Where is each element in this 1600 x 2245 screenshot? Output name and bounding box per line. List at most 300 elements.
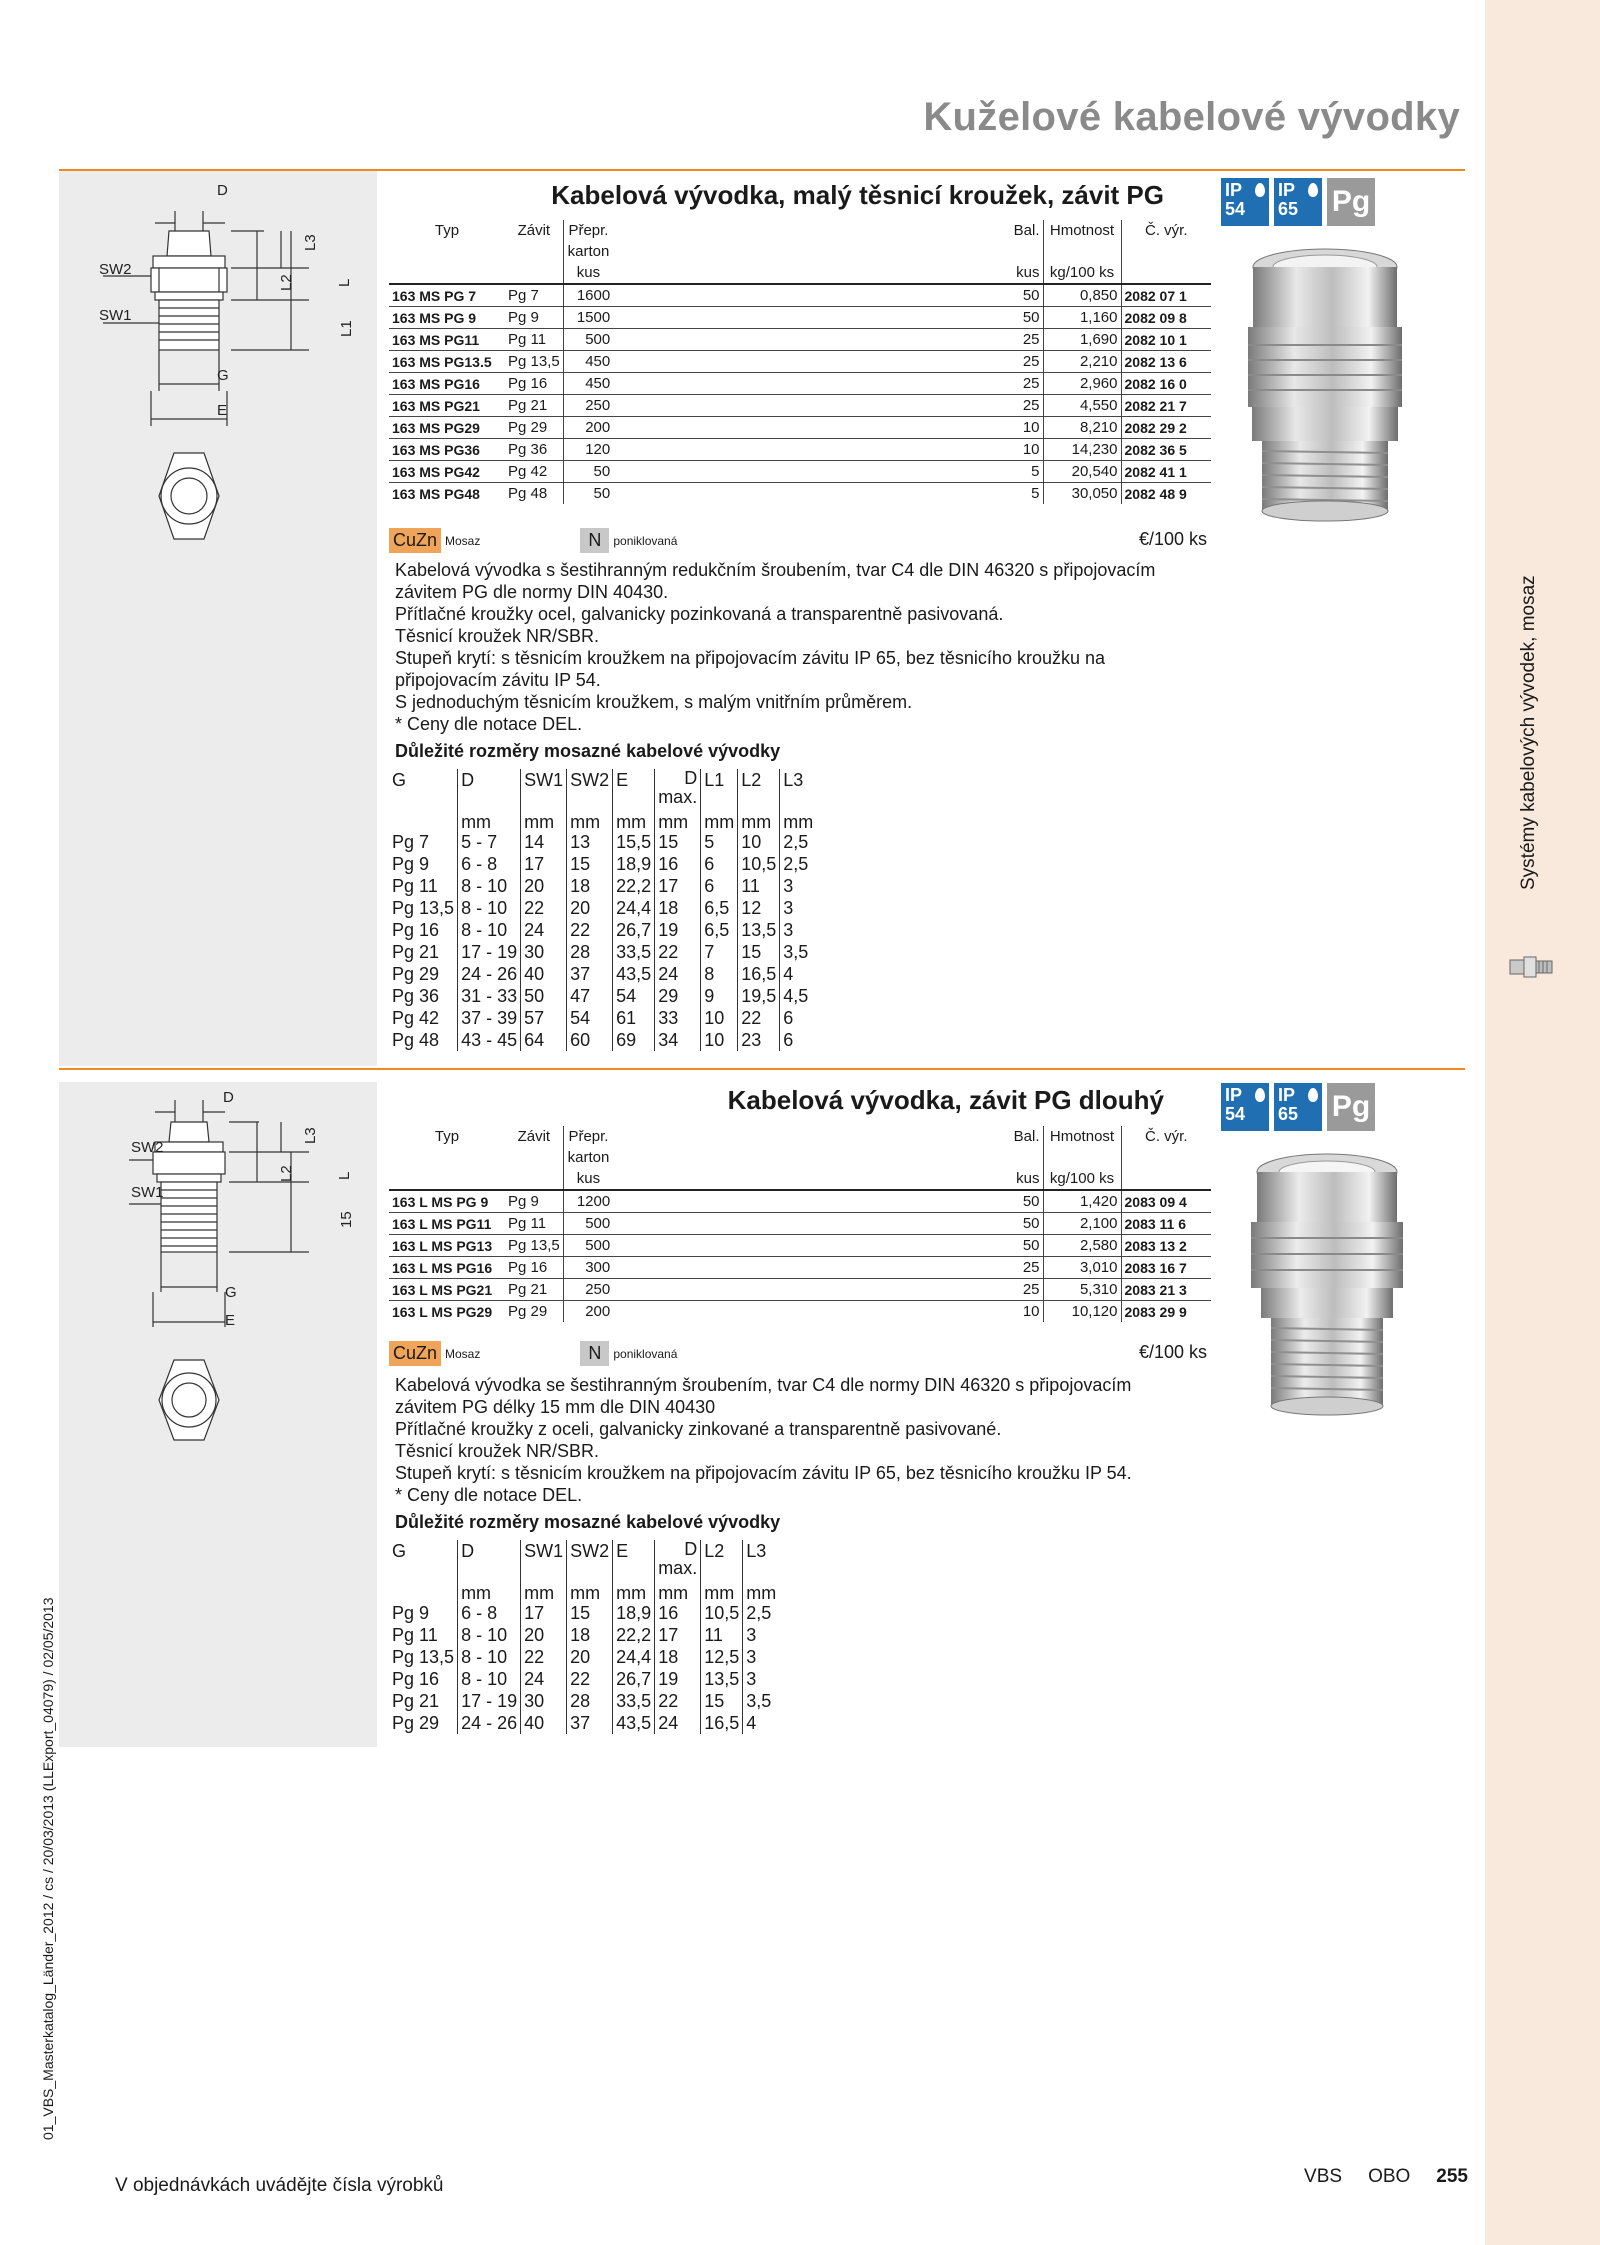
dims-cell: Pg 7 [392,832,430,852]
water-drop-icon [1255,1088,1265,1102]
dims-cell: 33,5 [613,1690,655,1712]
dims-cell: 18 [567,1624,613,1646]
dims-row [389,897,816,919]
dims-cell: 43 - 45 [458,1029,521,1051]
dims-cell: Pg 42 [392,1008,440,1028]
dims-cell: 5 [701,831,738,853]
table-row [389,284,1211,307]
dims-unit: mm [701,813,738,831]
carton-qty: 120 [563,439,613,461]
weight: 1,420 [1043,1190,1121,1213]
dims-unit: mm [613,1584,655,1602]
dims-cell: Pg 48 [392,1030,440,1050]
spacer [613,1279,985,1301]
footer-brand [1304,2166,1468,2188]
dims-row [389,919,816,941]
item-number: 2082 36 5 [1121,439,1211,461]
carton-qty: 450 [563,373,613,395]
table-row [389,307,1211,329]
spacer [613,1190,985,1213]
unit-prepr: kus [563,262,613,284]
dims-cell: 17 [655,875,701,897]
dims-cell: 13,5 [738,919,780,941]
dim-label-sw1: SW1 [131,1184,164,1201]
material-name: Mosaz [445,533,481,548]
dims-col-header: D [458,769,521,813]
side-label: Systémy kabelových vývodek, mosaz [1518,575,1539,890]
dims-col-header: G [392,1541,407,1561]
weight: 0,850 [1043,284,1121,307]
item-number: 2082 09 8 [1121,307,1211,329]
thread: Pg 48 [505,483,563,505]
pack-qty: 50 [985,1190,1043,1213]
technical-drawing [59,1082,377,1442]
spacer [613,1235,985,1257]
dims-cell: 3 [743,1624,780,1646]
carton-qty: 500 [563,329,613,351]
description-line: Stupeň krytí: s těsnicím kroužkem na připojovacím závitu IP 65, bez těsnicího kroužku na [395,648,1105,668]
section2-dims-table [389,1540,779,1734]
dim-label-l2: L2 [278,1165,295,1182]
dims-cell: 9 [701,985,738,1007]
dim-label-l3: L3 [302,234,319,251]
carton-qty: 500 [563,1235,613,1257]
section2-description [395,1374,1132,1506]
dims-cell: 14 [521,831,567,853]
dims-unit [389,813,458,831]
dims-row [389,985,816,1007]
dims-unit: mm [521,813,567,831]
item-number: 2083 13 2 [1121,1235,1211,1257]
section1-dims-table [389,769,816,1051]
unit-hmot: kg/100 ks [1043,1168,1121,1190]
dims-cell: 2,5 [743,1602,780,1624]
dims-header-row [389,1540,779,1584]
dims-cell: 37 [567,963,613,985]
thread: Pg 29 [505,1301,563,1323]
unit-bal: kus [1016,1170,1040,1187]
dims-cell: 6,5 [701,919,738,941]
dims-unit: mm [613,813,655,831]
dims-cell: 8 [701,963,738,985]
dims-cell: 10,5 [701,1602,743,1624]
col-cvyr: Č. výr. [1121,220,1211,262]
dims-row [389,1007,816,1029]
description-line: Stupeň krytí: s těsnicím kroužkem na připojovacím závitu IP 65, bez těsnicího kroužku IP 54. [395,1463,1132,1483]
dims-cell: 40 [521,963,567,985]
table-row [389,483,1211,505]
dims-cell: 6 - 8 [458,853,521,875]
pack-qty: 25 [985,351,1043,373]
product-type: 163 L MS PG16 [389,1257,505,1279]
dims-unit: mm [458,813,521,831]
product-type: 163 L MS PG29 [389,1301,505,1323]
dims-cell: Pg 29 [392,1713,440,1733]
dims-cell: 3,5 [743,1690,780,1712]
dims-unit: mm [458,1584,521,1602]
dims-cell: 28 [567,941,613,963]
item-number: 2083 16 7 [1121,1257,1211,1279]
weight: 30,050 [1043,483,1121,505]
dims-cell: 24 [521,919,567,941]
dims-cell: 20 [521,1624,567,1646]
weight: 10,120 [1043,1301,1121,1323]
dims-cell: 57 [521,1007,567,1029]
thread: Pg 13,5 [505,351,563,373]
table-row [389,1235,1211,1257]
dims-cell: 31 - 33 [458,985,521,1007]
finish-code: N [580,1341,609,1366]
dims-cell: 10 [738,831,780,853]
dims-cell: 6 [780,1029,817,1051]
product-type: 163 MS PG16 [389,373,505,395]
pack-qty: 25 [985,373,1043,395]
dims-col-header: D [458,1540,521,1584]
dims-cell: 24 [521,1668,567,1690]
carton-qty: 1200 [563,1190,613,1213]
dims-cell: Pg 9 [392,854,430,874]
dims-col-header: D max. [655,769,701,813]
table-row [389,373,1211,395]
spacer [613,329,985,351]
weight: 1,690 [1043,329,1121,351]
section1-title: Kabelová vývodka, malý těsnicí kroužek, závit PG [551,180,1164,210]
dims-row [389,1624,779,1646]
dims-cell: 22 [655,1690,701,1712]
spacer [613,417,985,439]
dims-cell: 15 [567,1602,613,1624]
dims-cell: Pg 11 [392,1625,438,1645]
carton-qty: 1500 [563,307,613,329]
weight: 1,160 [1043,307,1121,329]
dims-cell: Pg 11 [392,876,438,896]
dims-cell: 37 [567,1712,613,1734]
price-unit: €/100 ks [1138,529,1207,549]
finish-name: poniklovaná [613,1346,678,1361]
col-prepr: Přepr. karton [563,1126,613,1168]
dims-cell: 3 [780,919,817,941]
product-type: 163 MS PG42 [389,461,505,483]
dims-cell: 17 [521,1602,567,1624]
pack-qty: 25 [985,395,1043,417]
product-type: 163 MS PG13.5 [389,351,505,373]
dims-cell: 24 [655,1712,701,1734]
page-title: Kuželové kabelové vývodky [923,95,1460,139]
dim-label-l: L [336,278,353,287]
unit-bal: kus [1016,264,1040,281]
section-divider [59,1068,1465,1070]
dims-cell: 30 [521,1690,567,1712]
spacer [613,351,985,373]
col-hmot: Hmotnost [1043,220,1121,262]
dims-cell: 43,5 [613,963,655,985]
thread: Pg 16 [505,1257,563,1279]
dims-cell: 19 [655,919,701,941]
item-number: 2083 09 4 [1121,1190,1211,1213]
dims-col-header: SW1 [521,1540,567,1584]
dims-cell: 17 - 19 [458,1690,521,1712]
dims-cell: 3 [743,1668,780,1690]
table-row [389,1301,1211,1323]
dims-cell: 24,4 [613,897,655,919]
dims-cell: 13 [567,831,613,853]
dims-row [389,1712,779,1734]
dims-cell: 24 [655,963,701,985]
product-type: 163 MS PG 9 [389,307,505,329]
dims-cell: 26,7 [613,1668,655,1690]
item-number: 2082 21 7 [1121,395,1211,417]
material-code: CuZn [389,528,441,553]
description-line: závitem PG dle normy DIN 40430. [395,582,669,602]
col-bal: Bal. [1013,1128,1040,1145]
dims-cell: 16,5 [701,1712,743,1734]
dim-label-15: 15 [338,1211,355,1228]
spacer [613,284,985,307]
dims-cell: 20 [567,1646,613,1668]
table-row [389,1279,1211,1301]
gland-thumbnail-icon [1508,952,1554,982]
dims-unit: mm [780,813,817,831]
dims-unit: mm [743,1584,780,1602]
dims-cell: 19,5 [738,985,780,1007]
unit-hmot: kg/100 ks [1043,262,1121,284]
section1-product-table [389,220,1211,504]
dims-cell: Pg 16 [392,920,440,940]
dims-row [389,1668,779,1690]
footer-note: V objednávkách uvádějte čísla výrobků [115,2175,444,2196]
dims-col-header: L3 [780,769,817,813]
dims-cell: 18 [655,897,701,919]
dims-cell: 22,2 [613,1624,655,1646]
description-line: závitem PG délky 15 mm dle DIN 40430 [395,1397,716,1417]
table-row [389,461,1211,483]
dims-col-header: L1 [701,769,738,813]
dims-cell: 3 [780,897,817,919]
dims-cell: 20 [567,897,613,919]
ip54-badge: IP 54 [1221,1083,1269,1131]
spacer [613,461,985,483]
dims-cell: 2,5 [780,853,817,875]
weight: 20,540 [1043,461,1121,483]
thread: Pg 11 [505,1213,563,1235]
dims-cell: 6 [780,1007,817,1029]
section2-badges [1221,1083,1375,1131]
spacer [613,1213,985,1235]
weight: 4,550 [1043,395,1121,417]
brand-obo: OBO [1368,2166,1411,2187]
carton-qty: 300 [563,1257,613,1279]
dims-cell: 8 - 10 [458,875,521,897]
unit-prepr: kus [563,1168,613,1190]
dims-cell: 33 [655,1007,701,1029]
description-line: Těsnicí kroužek NR/SBR. [395,626,600,646]
col-hmot: Hmotnost [1043,1126,1121,1168]
thread: Pg 36 [505,439,563,461]
pack-qty: 50 [985,1213,1043,1235]
dims-cell: 6 [701,853,738,875]
product-type: 163 L MS PG11 [389,1213,505,1235]
thread: Pg 16 [505,373,563,395]
spacer [613,373,985,395]
dims-cell: 22 [655,941,701,963]
dims-col-header: SW1 [521,769,567,813]
dims-cell: 4 [743,1712,780,1734]
dims-cell: 22 [567,919,613,941]
dims-cell: 34 [655,1029,701,1051]
thread: Pg 11 [505,329,563,351]
dims-col-header: G [392,770,407,790]
item-number: 2082 16 0 [1121,373,1211,395]
dims-cell: Pg 29 [392,964,440,984]
dims-cell: 26,7 [613,919,655,941]
thread: Pg 42 [505,461,563,483]
thread: Pg 21 [505,395,563,417]
table-row [389,1257,1211,1279]
dims-cell: 2,5 [780,831,817,853]
dims-cell: 43,5 [613,1712,655,1734]
dims-row [389,1690,779,1712]
dims-cell: 11 [738,875,780,897]
dims-cell: 33,5 [613,941,655,963]
dims-cell: 4 [780,963,817,985]
dims-cell: 8 - 10 [458,919,521,941]
dims-cell: 69 [613,1029,655,1051]
dims-cell: 20 [521,875,567,897]
carton-qty: 50 [563,483,613,505]
item-number: 2082 41 1 [1121,461,1211,483]
drawing-panel [59,171,377,1066]
dims-cell: 24 - 26 [458,1712,521,1734]
dim-label-e: E [225,1312,236,1329]
item-number: 2083 21 3 [1121,1279,1211,1301]
finish-code: N [580,528,609,553]
table-row [389,395,1211,417]
dims-cell: 37 - 39 [458,1007,521,1029]
table-row [389,1213,1211,1235]
ip54-badge: IP 54 [1221,178,1269,226]
col-typ: Typ [434,222,460,239]
dims-cell: 18 [655,1646,701,1668]
dims-cell: 6,5 [701,897,738,919]
dim-label-l1: L1 [338,320,355,337]
description-line: Kabelová vývodka s šestihranným redukčním šroubením, tvar C4 dle DIN 46320 s připojovacím [395,560,1156,580]
pack-qty: 5 [985,483,1043,505]
dims-cell: 16 [655,1602,701,1624]
dim-label-sw2: SW2 [99,261,132,278]
dims-unit-row [389,813,816,831]
section1-description [395,559,1155,735]
spacer [613,307,985,329]
spacer [613,483,985,505]
pack-qty: 25 [985,329,1043,351]
price-unit: €/100 ks [1138,1342,1207,1362]
dims-unit: mm [521,1584,567,1602]
thread: Pg 13,5 [505,1235,563,1257]
dims-cell: Pg 21 [392,1691,440,1711]
dims-unit: mm [738,813,780,831]
dims-unit-row [389,1584,779,1602]
dims-cell: 8 - 10 [458,1624,521,1646]
col-bal: Bal. [1013,222,1040,239]
dims-cell: 61 [613,1007,655,1029]
product-type: 163 L MS PG13 [389,1235,505,1257]
dims-col-header: L2 [701,1540,743,1584]
dims-row [389,875,816,897]
dims-unit [389,1584,458,1602]
dims-col-header: E [613,1540,655,1584]
water-drop-icon [1255,183,1265,197]
dims-cell: 8 - 10 [458,897,521,919]
dims-cell: 18 [567,875,613,897]
dims-cell: 17 - 19 [458,941,521,963]
cable-gland-long-photo [1245,1148,1410,1418]
dims-cell: 54 [567,1007,613,1029]
dims-cell: 22,2 [613,875,655,897]
dims-unit: mm [567,1584,613,1602]
dims-row [389,1602,779,1624]
dims-cell: 11 [701,1624,743,1646]
dims-col-header: L2 [738,769,780,813]
carton-qty: 250 [563,1279,613,1301]
carton-qty: 200 [563,417,613,439]
dims-cell: Pg 13,5 [392,1647,455,1667]
dims-cell: Pg 21 [392,942,440,962]
dims-col-header: SW2 [567,769,613,813]
dims-cell: 6 [701,875,738,897]
section2-title: Kabelová vývodka, závit PG dlouhý [727,1085,1164,1115]
dims-unit: mm [567,813,613,831]
dim-label-sw2: SW2 [131,1139,164,1156]
dims-header-row [389,769,816,813]
thread: Pg 29 [505,417,563,439]
dims-cell: 6 - 8 [458,1602,521,1624]
dims-row [389,963,816,985]
water-drop-icon [1308,183,1318,197]
dims-cell: 3 [743,1646,780,1668]
dims-cell: 10,5 [738,853,780,875]
pack-qty: 10 [985,439,1043,461]
item-number: 2082 07 1 [1121,284,1211,307]
drawing-panel [59,1082,377,1747]
dims-cell: 5 - 7 [458,831,521,853]
description-line: Přítlačné kroužky z oceli, galvanicky zinkované a transparentně pasivované. [395,1419,1002,1439]
section1-dims-title: Důležité rozměry mosazné kabelové vývodky [395,741,781,761]
dims-cell: 22 [521,1646,567,1668]
spacer [613,1257,985,1279]
dims-col-header: D max. [655,1540,701,1584]
dim-label-g: G [217,367,229,384]
spacer [613,439,985,461]
dims-col-header: E [613,769,655,813]
product-type: 163 L MS PG21 [389,1279,505,1301]
pack-qty: 50 [985,1235,1043,1257]
dims-cell: 50 [521,985,567,1007]
col-zavit: Závit [517,222,551,239]
dims-cell: 22 [738,1007,780,1029]
dims-cell: 22 [521,897,567,919]
dims-row [389,941,816,963]
dims-cell: 17 [521,853,567,875]
description-line: * Ceny dle notace DEL. [395,714,583,734]
dims-cell: 24,4 [613,1646,655,1668]
table-row [389,417,1211,439]
section1-material [389,528,677,553]
product-type: 163 MS PG29 [389,417,505,439]
item-number: 2083 29 9 [1121,1301,1211,1323]
carton-qty: 250 [563,395,613,417]
section2-material [389,1341,677,1366]
material-name: Mosaz [445,1346,481,1361]
